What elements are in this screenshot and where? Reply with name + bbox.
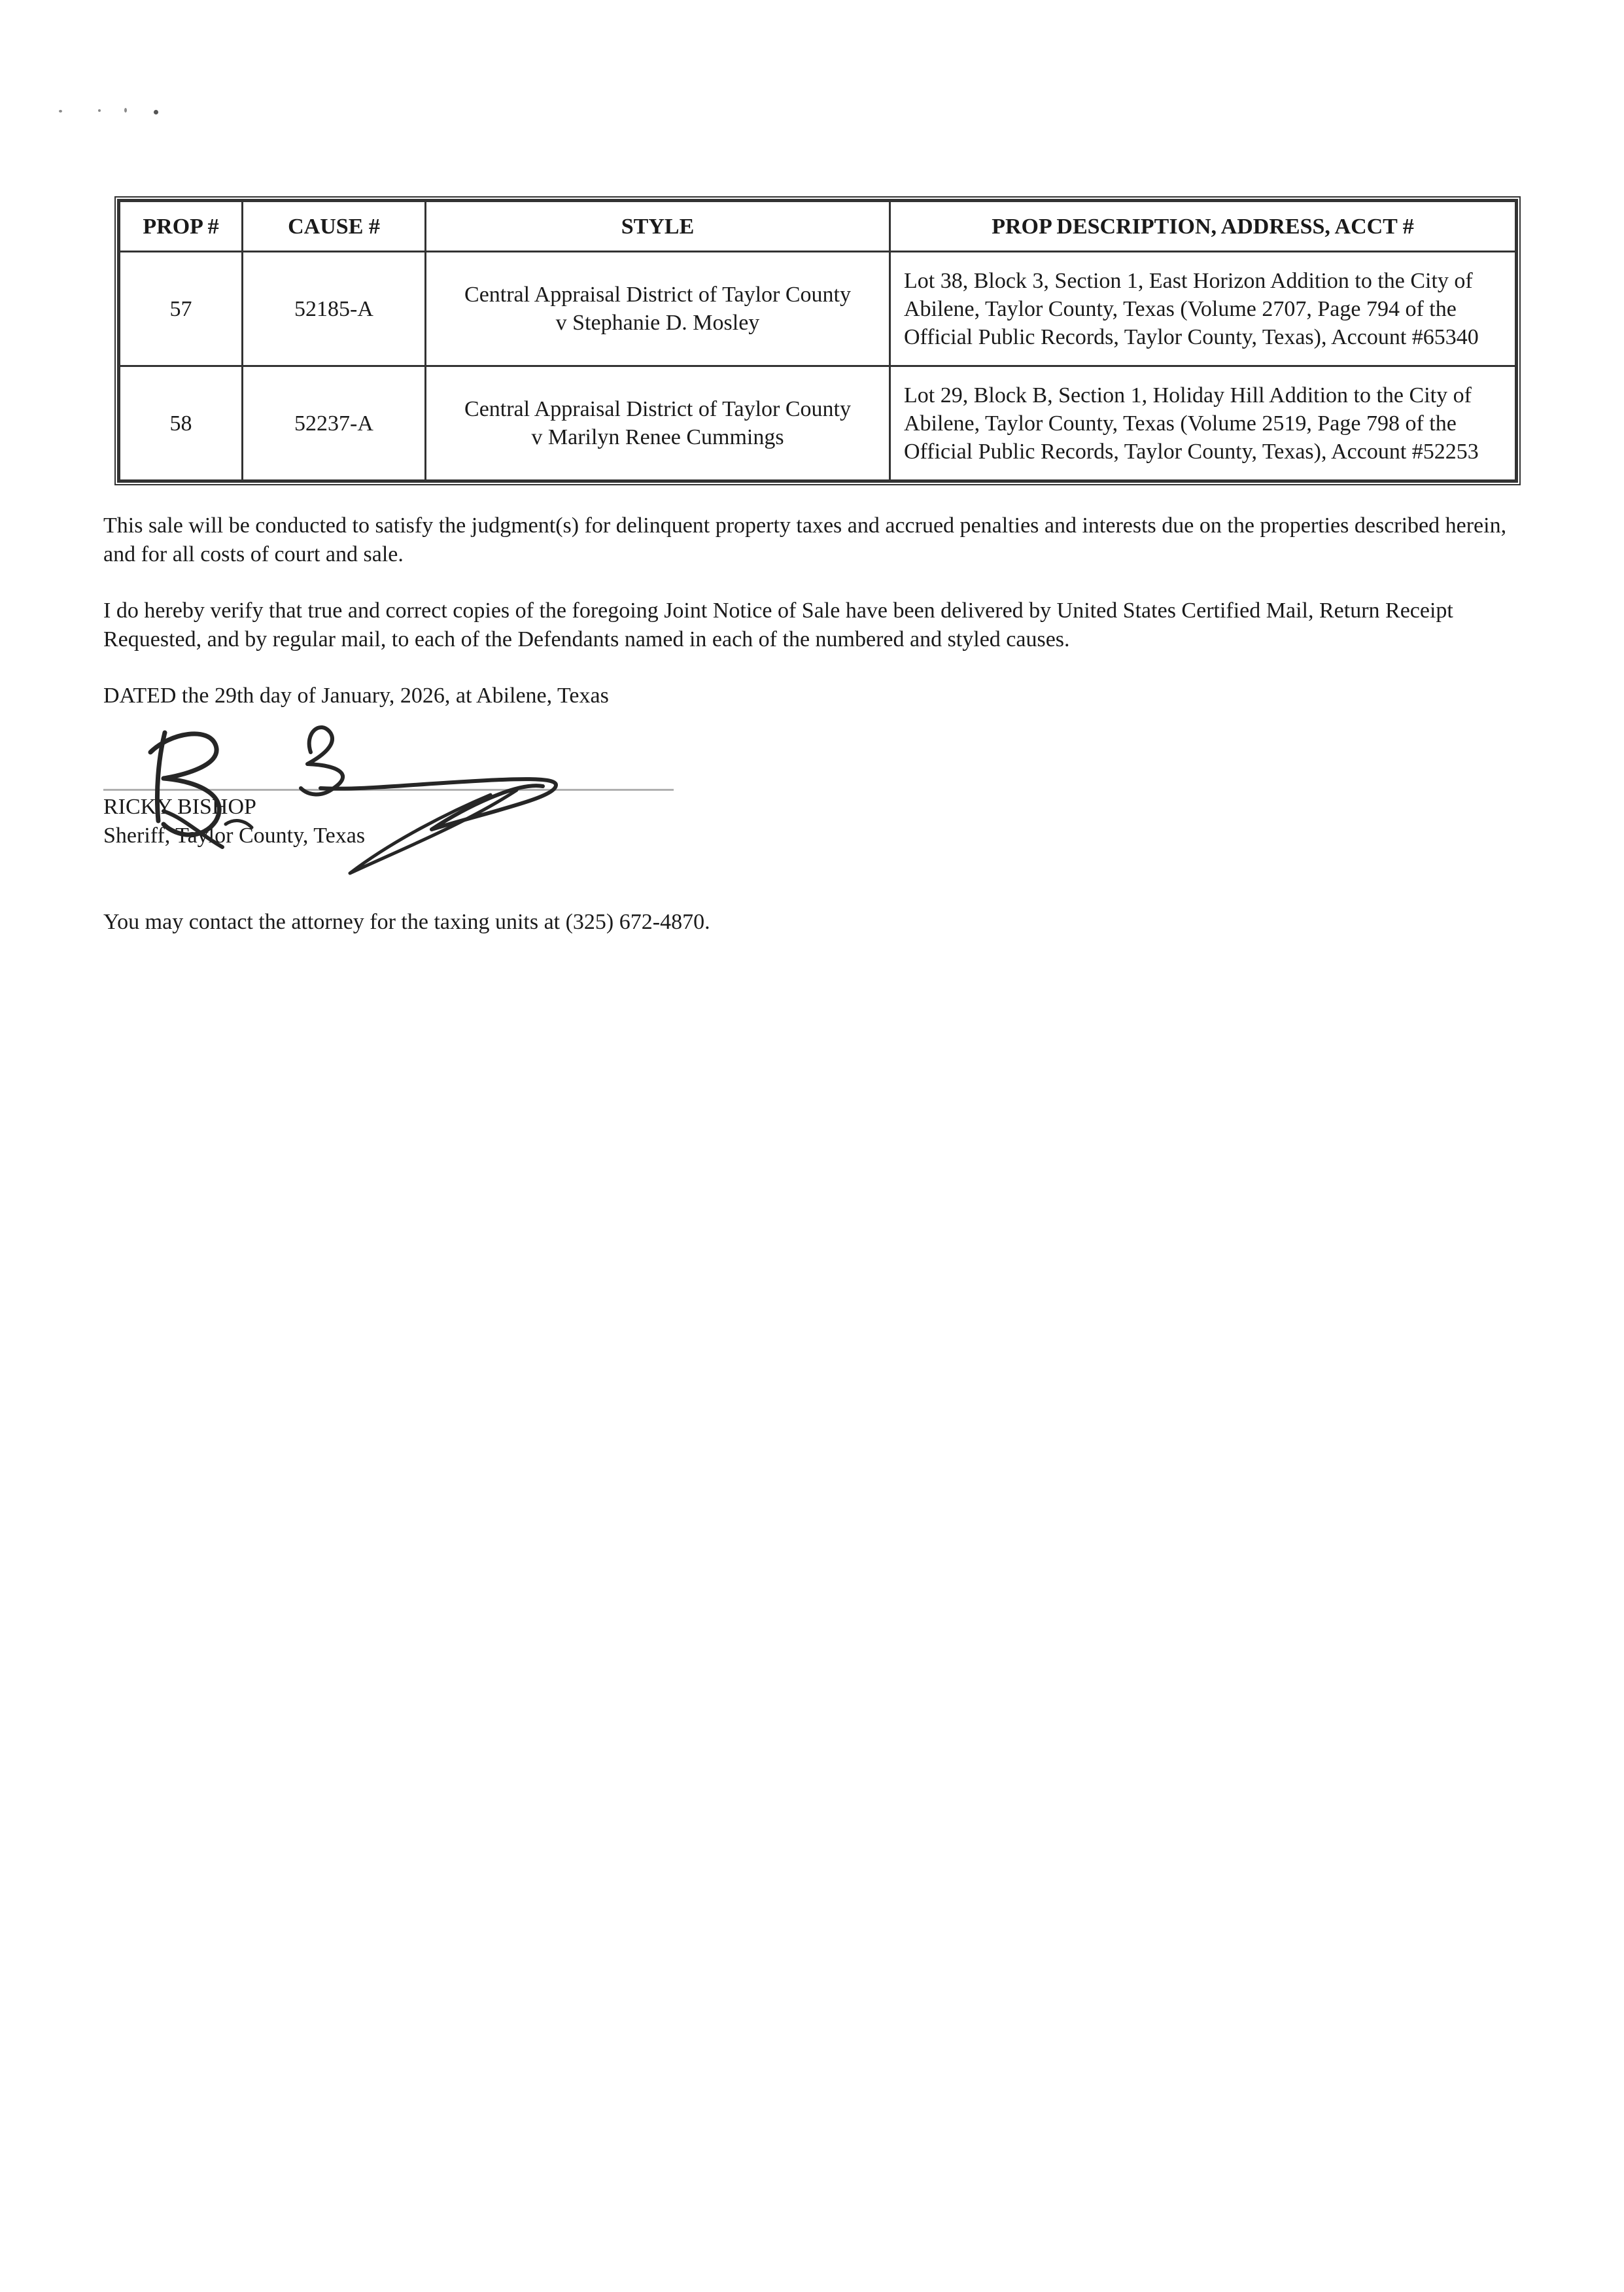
table-header-row bbox=[120, 201, 1516, 252]
verification-paragraph: I do hereby verify that true and correct copies of the foregoing Joint Notice of Sale have been delivered by United States Certified Mail, Return Receipt Requested, and by regular mail, to each of the Defendants named in each of the numbered and styled causes. bbox=[103, 599, 1453, 651]
table-row bbox=[120, 366, 1516, 481]
sale-purpose-paragraph: This sale will be conducted to satisfy the judgment(s) for delinquent property taxes and accrued penalties and interests due on the properties described herein, and for all costs of court and sale. bbox=[103, 513, 1507, 566]
scan-speck bbox=[154, 110, 158, 114]
scan-speck bbox=[124, 108, 127, 113]
style-defendant: v Stephanie D. Mosley bbox=[555, 311, 760, 335]
signature-stroke bbox=[320, 779, 556, 829]
style-cell bbox=[426, 366, 890, 481]
handwritten-signature bbox=[124, 713, 595, 877]
signature-stroke bbox=[350, 790, 517, 873]
style-cell bbox=[426, 252, 890, 366]
scan-specks bbox=[52, 105, 170, 118]
cause-number-cell: 52185-A bbox=[243, 252, 426, 366]
scan-speck bbox=[98, 109, 101, 112]
property-table-frame bbox=[114, 196, 1521, 485]
table-row bbox=[120, 252, 1516, 366]
signature-stroke bbox=[301, 727, 343, 795]
style-plaintiff: Central Appraisal District of Taylor County bbox=[464, 397, 851, 421]
signature-stroke bbox=[226, 821, 252, 827]
scan-speck bbox=[59, 110, 62, 113]
header-prop-number: PROP # bbox=[120, 201, 243, 252]
cause-number-cell: 52237-A bbox=[243, 366, 426, 481]
header-cause-number: CAUSE # bbox=[243, 201, 426, 252]
description-cell: Lot 38, Block 3, Section 1, East Horizon Addition to the City of Abilene, Taylor County, Texas (Volume 2707, Page 794 of the Official Public Records, Taylor County, Texas), Account #65340 bbox=[890, 252, 1516, 366]
description-cell: Lot 29, Block B, Section 1, Holiday Hill Addition to the City of Abilene, Taylor County, Texas (Volume 2519, Page 798 of the Official Public Records, Taylor County, Texas), Account #52253 bbox=[890, 366, 1516, 481]
prop-number-cell: 57 bbox=[120, 252, 243, 366]
signer-title: Sheriff, Taylor County, Texas bbox=[103, 824, 366, 848]
attorney-contact-line: You may contact the attorney for the taxing units at (325) 672-4870. bbox=[103, 910, 710, 934]
property-table bbox=[118, 200, 1517, 481]
style-defendant: v Marilyn Renee Cummings bbox=[531, 425, 784, 449]
style-plaintiff: Central Appraisal District of Taylor County bbox=[464, 283, 851, 307]
header-prop-description: PROP DESCRIPTION, ADDRESS, ACCT # bbox=[890, 201, 1516, 252]
header-style: STYLE bbox=[426, 201, 890, 252]
signer-name: RICKY BISHOP bbox=[103, 795, 256, 819]
prop-number-cell: 58 bbox=[120, 366, 243, 481]
dated-line: DATED the 29th day of January, 2026, at Abilene, Texas bbox=[103, 684, 609, 708]
